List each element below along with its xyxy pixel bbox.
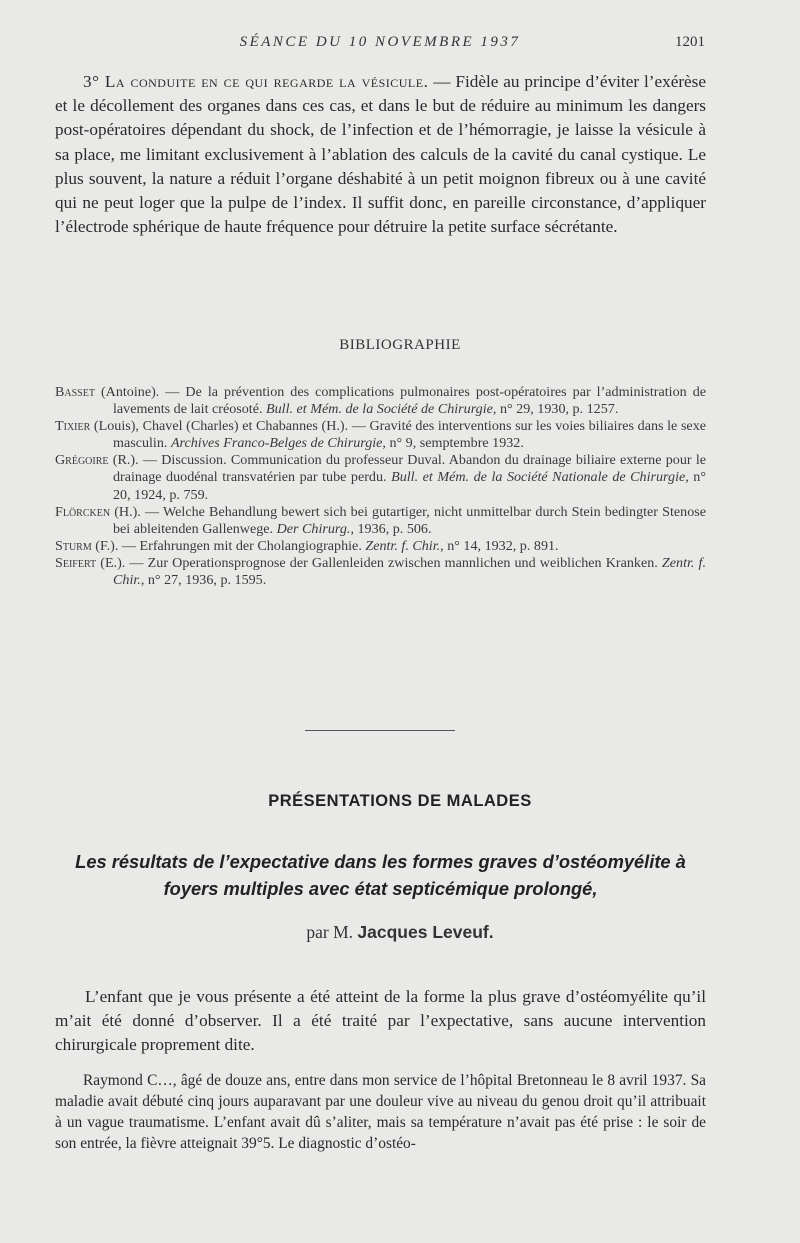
reference-source: Der Chirurg. (276, 520, 351, 537)
bibliography-title: BIBLIOGRAPHIE (339, 337, 461, 353)
reference-author: Sturm (55, 537, 92, 554)
reference-author: Flörcken (55, 503, 111, 520)
reference-text: (Louis), Chavel (Charles) et Chabannes (H.). — Gravité des interventions sur les voies biliaires dans le sexe masculin. (90, 418, 706, 452)
reference-item (55, 504, 706, 538)
reference-details: , 1936, p. 506. (350, 520, 432, 537)
reference-text: (Antoine). — De la prévention des complications pulmonaires post-opératoires par l’administration de lavements de lait créosoté. (94, 384, 706, 418)
reference-source: Bull. et Mém. de la Société Nationale de Chirurgie (391, 469, 686, 486)
section-divider (305, 730, 455, 731)
reference-source: Bull. et Mém. de la Société de Chirurgie (266, 401, 493, 418)
reference-source: Zentr. f. Chir. (113, 554, 706, 589)
reference-text: (F.). — Erfahrungen mit der Cholangiographie. (91, 537, 366, 554)
paragraph-lead: 3° La conduite en ce qui regarde la vésicule. (83, 72, 429, 91)
running-header (55, 34, 705, 58)
reference-details: , n° 29, 1930, p. 1257. (492, 401, 619, 418)
paragraph-text: L’enfant que je vous présente a été atteint de la forme la plus grave d’ostéomyélite qu’il m’ait été donné d’observer. Il a été traité par l’expectative, sans aucune intervention chirurgicale proprement dite. (55, 987, 706, 1055)
reference-author: Tixier (55, 418, 91, 435)
bibliography-list (55, 384, 706, 589)
paragraph-vesicule (55, 70, 706, 239)
reference-author: Basset (55, 384, 95, 400)
reference-source: Zentr. f. Chir. (365, 537, 441, 554)
paragraph-intro (55, 985, 706, 1058)
reference-text: (R.). — Discussion. Communication du professeur Duval. Abandon du drainage biliaire externe pour le drainage duodénal transvatérien par tube perdu. (108, 452, 706, 486)
reference-source: Archives Franco-Belges de Chirurgie (170, 435, 383, 452)
reference-item (55, 538, 706, 555)
reference-details: , n° 20, 1924, p. 759. (113, 469, 706, 503)
reference-details: , n° 27, 1936, p. 1595. (140, 572, 267, 589)
paragraph-case (55, 1070, 706, 1154)
reference-details: , n° 9, semptembre 1932. (382, 435, 524, 452)
section-title: PRÉSENTATIONS DE MALADES (268, 792, 532, 810)
author-name: Jacques Leveuf. (357, 922, 494, 942)
reference-text: (E.). — Zur Operationsprognose der Gallenleiden zwischen mannlichen und weiblichen Kranken. (96, 554, 662, 571)
paragraph-text (55, 70, 706, 239)
reference-item (55, 384, 706, 418)
reference-details: , n° 14, 1932, p. 891. (440, 537, 559, 554)
reference-text: (H.). — Welche Behandlung bewert sich bei gutartiger, nicht unmittelbar durch Stein bedingter Stenose bei ableitenden Gallenwege. (110, 503, 706, 537)
byline (0, 922, 800, 943)
byline-prefix: par M. (306, 922, 354, 942)
reference-item (55, 555, 706, 589)
paragraph-text: Raymond C…, âgé de douze ans, entre dans mon service de l’hôpital Bretonneau le 8 avril 1937. Sa maladie avait débuté cinq jours auparavant par une douleur vive au niveau du genou droit qu’il attribuait à un vague traumatisme. L’enfant avait dû s’aliter, mais sa température n’avait pas été prise : le soir de son entrée, la fièvre atteignait 39°5. Le diagnostic d’ostéo- (55, 1072, 706, 1152)
reference-author: Grégoire (55, 452, 109, 469)
paragraph-body: — Fidèle au principe d’éviter l’exérèse et le décollement des organes dans ces cas, et dans le but de réduire au minimum les dangers post-opératoires dépendant du shock, de l’infection et de l’hémorragie, je laisse la vésicule à sa place, me limitant exclusivement à l’ablation des calculs de la cavité du canal cystique. Le plus souvent, la nature a réduit l’organe déshabité à un petit moignon fibreux ou à une cavité qui ne peut loger que la pulpe de l’index. Il suffit donc, en pareille circonstance, d’appliquer l’électrode sphérique de haute fréquence pour détruire la petite surface sécrétante. (55, 72, 706, 237)
running-title: SÉANCE DU 10 NOVEMBRE 1937 (239, 34, 521, 50)
article-title: Les résultats de l’expectative dans les formes graves d’ostéomyélite à foyers multiples avec état septicémique prolongé, (75, 851, 686, 899)
reference-author: Seifert (55, 554, 97, 571)
page-number: 1201 (675, 34, 705, 50)
reference-item (55, 418, 706, 452)
reference-item (55, 452, 706, 503)
